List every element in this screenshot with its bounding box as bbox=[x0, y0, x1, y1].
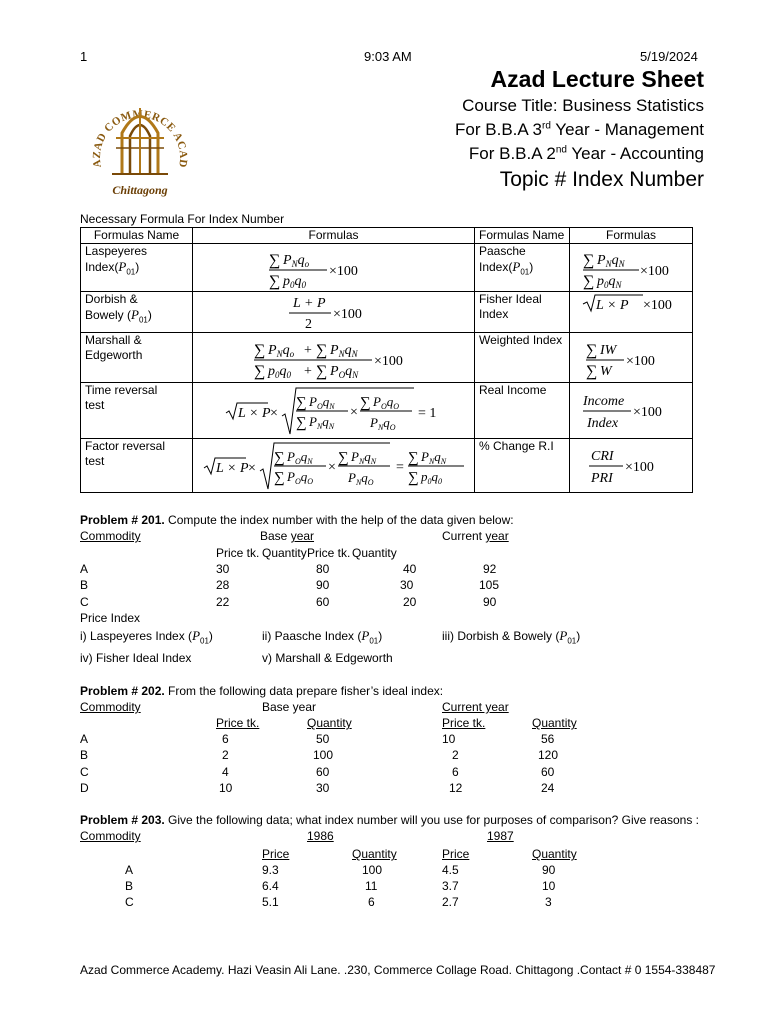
p203-sub-header-1: Price bbox=[262, 847, 290, 861]
p203-row-b-1986-qty: 11 bbox=[365, 879, 378, 893]
svg-text:PRI: PRI bbox=[591, 470, 613, 486]
svg-text:∑: ∑ bbox=[273, 469, 285, 486]
p203-row-a-1986-qty: 100 bbox=[362, 863, 383, 877]
course-title: Course Title: Business Statistics bbox=[462, 96, 704, 115]
p201-row-b-base-qty: 90 bbox=[316, 578, 330, 592]
topic-title: Topic # Index Number bbox=[499, 168, 704, 191]
problem-201-statement: Problem # 201. Compute the index number with the help of the data given below: bbox=[80, 513, 514, 527]
p201-question-5: v) Marshall & Edgeworth bbox=[262, 651, 393, 665]
formula-laspeyeres bbox=[193, 244, 475, 292]
p201-price-index-label: Price Index bbox=[80, 611, 141, 625]
p202-row-a-base-qty: 50 bbox=[316, 732, 330, 746]
p202-sub-header-1: Price tk. bbox=[216, 716, 260, 730]
svg-text:∑: ∑ bbox=[407, 449, 419, 466]
print-date: 5/19/2024 bbox=[640, 49, 698, 64]
p201-row-a-curr-qty: 92 bbox=[483, 562, 497, 576]
page-footer: Azad Commerce Academy. Hazi Veasin Ali Lane. .230, Commerce Collage Road. Chittagong .Contact # 0 1554-338487 bbox=[80, 963, 716, 977]
svg-text:POqN: $P_Oq_N$ bbox=[329, 363, 358, 380]
svg-text:∑: ∑ bbox=[583, 251, 595, 269]
p203-sub-header-2: Quantity bbox=[352, 847, 397, 861]
p203-year-1986-header: 1986 bbox=[307, 829, 334, 843]
p201-sub-header-4: Quantity bbox=[352, 546, 397, 560]
svg-text:Index: Index bbox=[587, 415, 619, 431]
audience-bba2: For B.B.A 2nd Year - Accounting bbox=[468, 144, 704, 163]
svg-text:PNqN: $P_Nq_N$ bbox=[597, 252, 625, 269]
p202-sub-header-4: Quantity bbox=[532, 716, 577, 730]
p201-row-b-commodity: B bbox=[80, 578, 89, 592]
svg-text:CRI: CRI bbox=[591, 448, 614, 464]
p202-row-d-commodity: D bbox=[80, 781, 89, 795]
svg-text:L × P: L × P bbox=[237, 405, 271, 421]
p203-row-a-commodity: A bbox=[125, 863, 134, 877]
p202-current-year-header: Current year bbox=[442, 700, 509, 714]
svg-text:POqN: $P_Oq_N$ bbox=[308, 393, 335, 411]
p203-row-a-1987-price: 4.5 bbox=[442, 863, 459, 877]
p202-row-a-commodity: A bbox=[80, 732, 89, 746]
formula-table bbox=[80, 227, 693, 493]
p201-row-a-base-price: 30 bbox=[216, 562, 230, 576]
p201-row-b-curr-qty: 105 bbox=[479, 578, 500, 592]
svg-text:∑: ∑ bbox=[295, 394, 307, 411]
p203-sub-header-4: Quantity bbox=[532, 847, 577, 861]
p203-sub-header-3: Price bbox=[442, 847, 470, 861]
p202-row-b-commodity: B bbox=[80, 748, 89, 762]
p201-row-a-base-qty: 80 bbox=[316, 562, 330, 576]
svg-text:POqO: $P_Oq_O$ bbox=[286, 468, 313, 486]
name-factor-reversal: Factor reversal test bbox=[81, 439, 193, 493]
svg-text:PNqO: $P_Nq_O$ bbox=[369, 414, 396, 432]
col-header-name: Formulas Name bbox=[81, 228, 193, 244]
svg-text:Income: Income bbox=[583, 393, 625, 409]
svg-text:PNqN: $P_Nq_N$ bbox=[350, 448, 376, 466]
formula-paasche bbox=[570, 244, 693, 292]
svg-text:p0qN: $p_0q_N$ bbox=[597, 273, 622, 290]
p201-row-c-curr-qty: 90 bbox=[483, 595, 497, 609]
formula-percent-change-ri bbox=[570, 439, 693, 493]
problem-203-statement: Problem # 203. Give the following data; what index number will you use for purposes of comparison? Give reasons : bbox=[80, 813, 699, 827]
svg-text:IW: IW bbox=[600, 342, 617, 358]
svg-text:p0q0: $p_0q_0$ bbox=[267, 363, 291, 380]
svg-text:∑: ∑ bbox=[273, 449, 285, 466]
p202-row-d-curr-price: 12 bbox=[449, 781, 463, 795]
p203-row-c-1986-price: 5.1 bbox=[262, 895, 279, 909]
col-header-formula-2: Formulas bbox=[570, 228, 693, 244]
svg-text:∑: ∑ bbox=[253, 362, 265, 380]
p202-row-a-base-price: 6 bbox=[222, 732, 229, 746]
svg-text:= 1: = 1 bbox=[417, 405, 436, 421]
p201-sub-header-3: Price tk. bbox=[307, 546, 351, 560]
svg-text:∑: ∑ bbox=[268, 251, 280, 269]
formula-weighted-index bbox=[570, 333, 693, 383]
svg-text:PNqo: $P_Nq_o$ bbox=[267, 342, 294, 359]
logo-city-text: Chittagong bbox=[112, 183, 168, 197]
svg-text:×100: ×100 bbox=[626, 353, 655, 369]
p202-row-b-curr-qty: 120 bbox=[538, 748, 559, 762]
svg-text:∑: ∑ bbox=[253, 341, 265, 359]
formula-marshall-edgeworth bbox=[193, 333, 475, 383]
svg-text:∑: ∑ bbox=[359, 394, 371, 411]
svg-text:PNqN: $P_Nq_N$ bbox=[329, 342, 358, 359]
col-header-formula: Formulas bbox=[193, 228, 475, 244]
svg-text:AZAD COMMERCE ACADEMY bbox=[88, 78, 189, 169]
svg-text:∑: ∑ bbox=[315, 362, 327, 380]
p201-commodity-header: Commodity bbox=[80, 529, 141, 543]
p202-row-d-base-price: 10 bbox=[219, 781, 233, 795]
name-real-income: Real Income bbox=[475, 383, 570, 439]
svg-text:L × P: L × P bbox=[215, 460, 249, 476]
p202-row-c-commodity: C bbox=[80, 765, 89, 779]
p201-row-c-commodity: C bbox=[80, 595, 89, 609]
p201-row-b-curr-price: 30 bbox=[400, 578, 414, 592]
p201-sub-header-1: Price tk. bbox=[216, 546, 260, 560]
p201-question-3: iii) Dorbish & Bowely $(P_{01})$ bbox=[442, 628, 581, 646]
p203-row-a-1987-qty: 90 bbox=[542, 863, 556, 877]
p201-sub-header-2: Quantity bbox=[262, 546, 307, 560]
col-header-name-2: Formulas Name bbox=[475, 228, 570, 244]
p201-row-a-curr-price: 40 bbox=[403, 562, 417, 576]
p203-row-b-1987-price: 3.7 bbox=[442, 879, 459, 893]
p202-row-a-curr-qty: 56 bbox=[541, 732, 555, 746]
p203-row-b-commodity: B bbox=[125, 879, 134, 893]
logo-arc-text: AZAD COMMERCE ACAD bbox=[90, 108, 190, 169]
svg-text:L + P: L + P bbox=[292, 296, 326, 311]
svg-text:W: W bbox=[600, 363, 612, 379]
svg-text:∑: ∑ bbox=[586, 362, 598, 380]
svg-text:∑: ∑ bbox=[268, 272, 280, 290]
name-weighted-index: Weighted Index bbox=[475, 333, 570, 383]
svg-text:POqO: $P_Oq_O$ bbox=[372, 393, 399, 411]
name-marshall-edgeworth: Marshall & Edgeworth bbox=[81, 333, 193, 383]
svg-text:∑: ∑ bbox=[315, 341, 327, 359]
print-time: 9:03 AM bbox=[364, 49, 412, 64]
problem-202-statement: Problem # 202. From the following data prepare fisher’s ideal index: bbox=[80, 684, 444, 698]
p203-row-a-1986-price: 9.3 bbox=[262, 863, 279, 877]
name-dorbish-bowely: Dorbish & Bowely $(P_{01})$ bbox=[81, 292, 193, 333]
page-number: 1 bbox=[80, 49, 88, 64]
svg-text:∑: ∑ bbox=[337, 449, 349, 466]
p202-commodity-header: Commodity bbox=[80, 700, 141, 714]
svg-text:∑: ∑ bbox=[583, 272, 595, 290]
svg-text:+: + bbox=[303, 342, 312, 358]
formula-table-caption: Necessary Formula For Index Number bbox=[80, 212, 285, 226]
p202-row-b-base-price: 2 bbox=[222, 748, 229, 762]
svg-text:×: × bbox=[247, 460, 256, 476]
audience-bba3: For B.B.A 3rd Year - Management bbox=[455, 120, 704, 139]
svg-text:×100: ×100 bbox=[640, 263, 669, 279]
formula-time-reversal bbox=[193, 383, 475, 439]
p203-row-c-1987-price: 2.7 bbox=[442, 895, 459, 909]
p203-row-b-1986-price: 6.4 bbox=[262, 879, 279, 893]
p203-commodity-header: Commodity bbox=[80, 829, 141, 843]
p201-question-4: iv) Fisher Ideal Index bbox=[80, 651, 192, 665]
p203-row-c-commodity: C bbox=[125, 895, 134, 909]
svg-text:×: × bbox=[349, 404, 358, 420]
svg-text:POqN: $P_Oq_N$ bbox=[286, 448, 313, 466]
name-laspeyeres: Laspeyeres $Index(P_{01})$ bbox=[81, 244, 193, 292]
p202-row-d-base-qty: 30 bbox=[316, 781, 330, 795]
svg-text:2: 2 bbox=[304, 317, 312, 331]
p201-row-c-base-price: 22 bbox=[216, 595, 230, 609]
p202-row-b-curr-price: 2 bbox=[452, 748, 459, 762]
p201-row-b-base-price: 28 bbox=[216, 578, 230, 592]
name-time-reversal: Time reversal test bbox=[81, 383, 193, 439]
p203-year-1987-header: 1987 bbox=[487, 829, 514, 843]
p201-row-c-curr-price: 20 bbox=[403, 595, 417, 609]
svg-text:∑: ∑ bbox=[586, 341, 598, 359]
formula-factor-reversal bbox=[193, 439, 475, 493]
svg-text:×100: ×100 bbox=[625, 459, 654, 475]
svg-text:=: = bbox=[395, 459, 404, 475]
p201-question-1: i) Laspeyeres Index $(P_{01})$ bbox=[80, 628, 213, 646]
p203-row-b-1987-qty: 10 bbox=[542, 879, 556, 893]
p201-row-a-commodity: A bbox=[80, 562, 89, 576]
name-paasche: Paasche $Index(P_{01})$ bbox=[475, 244, 570, 292]
svg-text:∑: ∑ bbox=[407, 469, 419, 486]
svg-text:×: × bbox=[327, 459, 336, 475]
p202-row-c-curr-qty: 60 bbox=[541, 765, 555, 779]
svg-text:L × P: L × P bbox=[596, 298, 629, 313]
svg-text:×100: ×100 bbox=[643, 298, 672, 313]
p202-base-year-header: Base year bbox=[262, 700, 317, 714]
p202-row-c-curr-price: 6 bbox=[452, 765, 459, 779]
p202-row-a-curr-price: 10 bbox=[442, 732, 456, 746]
svg-text:PNqo: $P_Nq_o$ bbox=[282, 252, 309, 269]
p201-row-c-base-qty: 60 bbox=[316, 595, 330, 609]
p202-row-b-base-qty: 100 bbox=[313, 748, 334, 762]
p203-row-c-1987-qty: 3 bbox=[545, 895, 552, 909]
formula-dorbish-bowely bbox=[193, 292, 475, 333]
name-percent-change-ri: % Change R.I bbox=[475, 439, 570, 493]
svg-text:×100: ×100 bbox=[328, 263, 358, 279]
svg-text:×100: ×100 bbox=[332, 307, 362, 322]
academy-logo bbox=[88, 78, 192, 204]
formula-real-income bbox=[570, 383, 693, 439]
p201-base-year-header: Base year bbox=[260, 529, 315, 543]
p202-sub-header-3: Price tk. bbox=[442, 716, 486, 730]
p202-sub-header-2: Quantity bbox=[307, 716, 352, 730]
p202-row-d-curr-qty: 24 bbox=[541, 781, 555, 795]
p203-row-c-1986-qty: 6 bbox=[368, 895, 375, 909]
svg-text:×100: ×100 bbox=[633, 404, 662, 420]
svg-text:×: × bbox=[269, 405, 278, 421]
svg-text:p0q0: $p_0q_0$ bbox=[282, 273, 306, 290]
svg-text:∑: ∑ bbox=[295, 414, 307, 431]
svg-text:×100: ×100 bbox=[373, 353, 403, 369]
p202-row-c-base-qty: 60 bbox=[316, 765, 330, 779]
name-fisher: Fisher Ideal Index bbox=[475, 292, 570, 333]
formula-fisher bbox=[570, 292, 693, 333]
svg-text:p0q0: $p_0q_0$ bbox=[420, 468, 442, 486]
svg-text:+: + bbox=[303, 363, 312, 379]
svg-text:PNqN: $P_Nq_N$ bbox=[420, 448, 446, 466]
svg-text:PNqN: $P_Nq_N$ bbox=[308, 413, 334, 431]
p201-question-2: ii) Paasche Index $(P_{01})$ bbox=[262, 628, 383, 646]
svg-text:PNqO: $P_Nq_O$ bbox=[347, 469, 374, 487]
p202-row-c-base-price: 4 bbox=[222, 765, 229, 779]
p201-current-year-header: Current year bbox=[442, 529, 509, 543]
sheet-title: Azad Lecture Sheet bbox=[490, 66, 704, 92]
